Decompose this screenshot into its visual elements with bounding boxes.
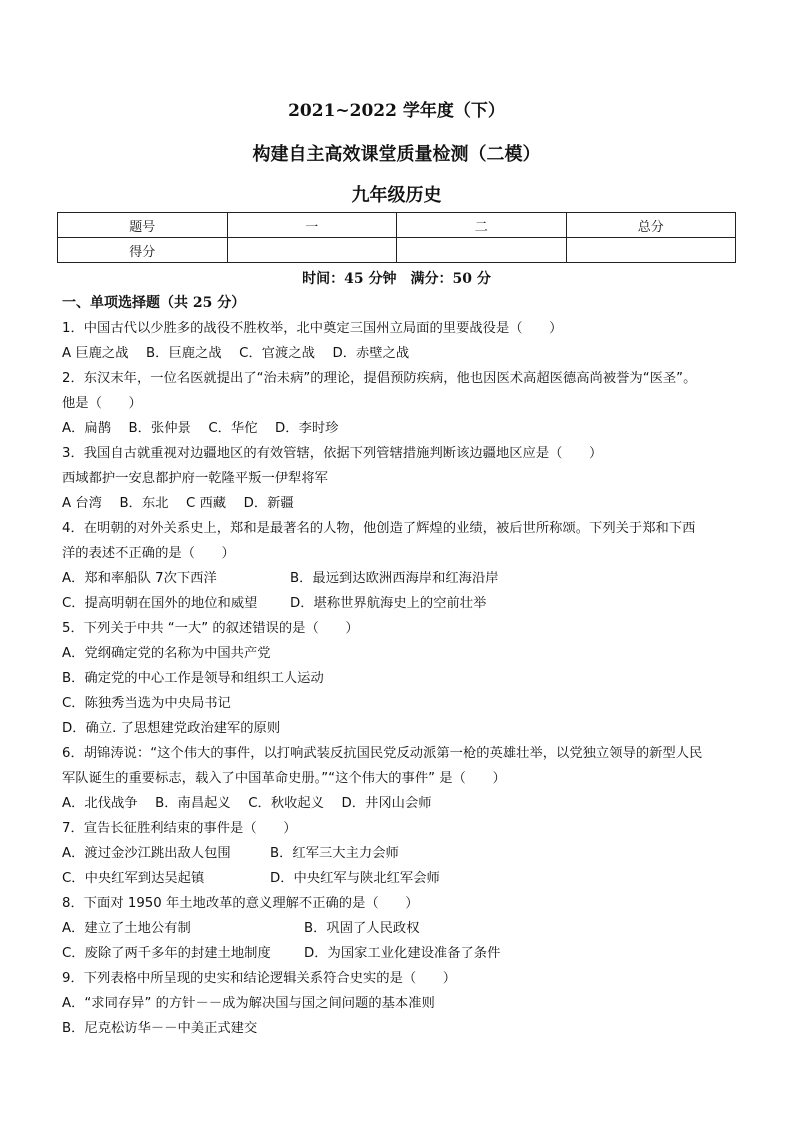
question-8: 8．下面对 1950 年土地改革的意义理解不正确的是（ ）: [62, 896, 419, 911]
option-c: C．中央红军到达吴起镇: [62, 871, 205, 886]
question-8-options-row2: [62, 941, 742, 966]
option-b: B．确定党的中心工作是领导和组织工人运动: [62, 671, 324, 686]
question-9: 9．下列表格中所呈现的史实和结论逻辑关系符合史实的是（ ）: [62, 971, 457, 986]
option-b: B．巩固了人民政权: [304, 921, 420, 936]
question-2-cont: 他是（ ）: [62, 396, 142, 411]
option-b: B．最远到达欧洲西海岸和红海沿岸: [290, 571, 499, 586]
option-c: C．废除了两千多年的封建土地制度: [62, 946, 271, 961]
section-heading: 一、单项选择题（共 25 分）: [62, 295, 246, 311]
score-cell: 题号: [58, 213, 228, 238]
option-d: D．堪称世界航海史上的空前壮举: [290, 596, 487, 611]
question-4-options-row1: [62, 566, 742, 591]
score-table-score-row: [58, 238, 736, 263]
question-4-options-row2: [62, 591, 742, 616]
score-table-header-row: [58, 213, 736, 238]
option-d: D．中央红军与陕北红军会师: [270, 871, 440, 886]
question-1: 1．中国古代以少胜多的战役不胜枚举，北中奠定三国州立局面的里要战役是（ ）: [62, 321, 563, 336]
score-cell: [566, 238, 736, 263]
exam-info: 时间：45 分钟 满分：50 分: [302, 271, 491, 287]
question-2: 2．东汉末年，一位名医就提出了“治未病”的理论，提倡预防疾病，他也因医术高超医德高尚被誉为“医圣”。: [62, 371, 697, 386]
question-8-options-row1: [62, 916, 742, 941]
exam-year-title: 2021~2022 学年度（下）: [288, 101, 505, 121]
question-7-options-row2: [62, 866, 742, 891]
score-cell: [397, 238, 567, 263]
question-4: 4．在明朝的对外关系史上，郑和是最著名的人物，他创造了辉煌的业绩，被后世所称颂。下列关于郑和下西: [62, 521, 696, 536]
option-a: A．渡过金沙江跳出敌人包围: [62, 846, 231, 861]
question-3-options: A 台湾 B．东北 C 西藏 D．新疆: [62, 496, 294, 511]
question-2-options: A．扁鹊 B．张仲景 C．华佗 D．李时珍: [62, 421, 339, 436]
question-7-options-row1: [62, 841, 742, 866]
option-d: D．确立. 了思想建党政治建军的原则: [62, 721, 281, 736]
question-list: [62, 291, 742, 1041]
question-6-cont: 军队诞生的重要标志，载入了中国革命史册。”“这个伟大的事件” 是（ ）: [62, 771, 506, 786]
option-c: C．提高明朝在国外的地位和威望: [62, 596, 258, 611]
option-b: B．尼克松访华－－中美正式建交: [62, 1021, 258, 1036]
option-a: A．建立了土地公有制: [62, 921, 191, 936]
question-5: 5．下列关于中共 “一大” 的叙述错误的是（ ）: [62, 621, 359, 636]
question-3: 3．我国自古就重视对边疆地区的有效管辖，依据下列管辖措施判断该边疆地区应是（ ）: [62, 446, 603, 461]
option-a: A．党纲确定党的名称为中国共产党: [62, 646, 271, 661]
question-6: 6．胡锦涛说：“这个伟大的事件，以打响武装反抗国民党反动派第一枪的英雄壮举，以党独立领导的新型人民: [62, 746, 703, 761]
question-3-cont: 西域都护一安息都护府一乾隆平叛一伊犁将军: [62, 471, 328, 486]
question-1-options: A 巨鹿之战 B．巨鹿之战 C．官渡之战 D．赤壁之战: [62, 346, 410, 361]
score-cell: 二: [397, 213, 567, 238]
option-a: A．“求同存异” 的方针－－成为解决国与国之间问题的基本准则: [62, 996, 435, 1011]
option-c: C．陈独秀当选为中央局书记: [62, 696, 231, 711]
question-6-options: A．北伐战争 B．南昌起义 C．秋收起义 D．井冈山会师: [62, 796, 432, 811]
score-cell: [227, 238, 397, 263]
question-4-cont: 洋的表述不正确的是（ ）: [62, 546, 235, 561]
question-7: 7．宣告长征胜利结束的事件是（ ）: [62, 821, 297, 836]
exam-name-title: 构建自主高效课堂质量检测（二模）: [252, 144, 541, 165]
option-b: B．红军三大主力会师: [270, 846, 399, 861]
option-a: A．郑和率船队 7次下西洋: [62, 571, 217, 586]
score-table: [57, 212, 736, 263]
score-cell: 得分: [58, 238, 228, 263]
subject-title: 九年级历史: [351, 185, 442, 206]
score-cell: 总分: [566, 213, 736, 238]
score-cell: 一: [227, 213, 397, 238]
option-d: D．为国家工业化建设准备了条件: [304, 946, 501, 961]
